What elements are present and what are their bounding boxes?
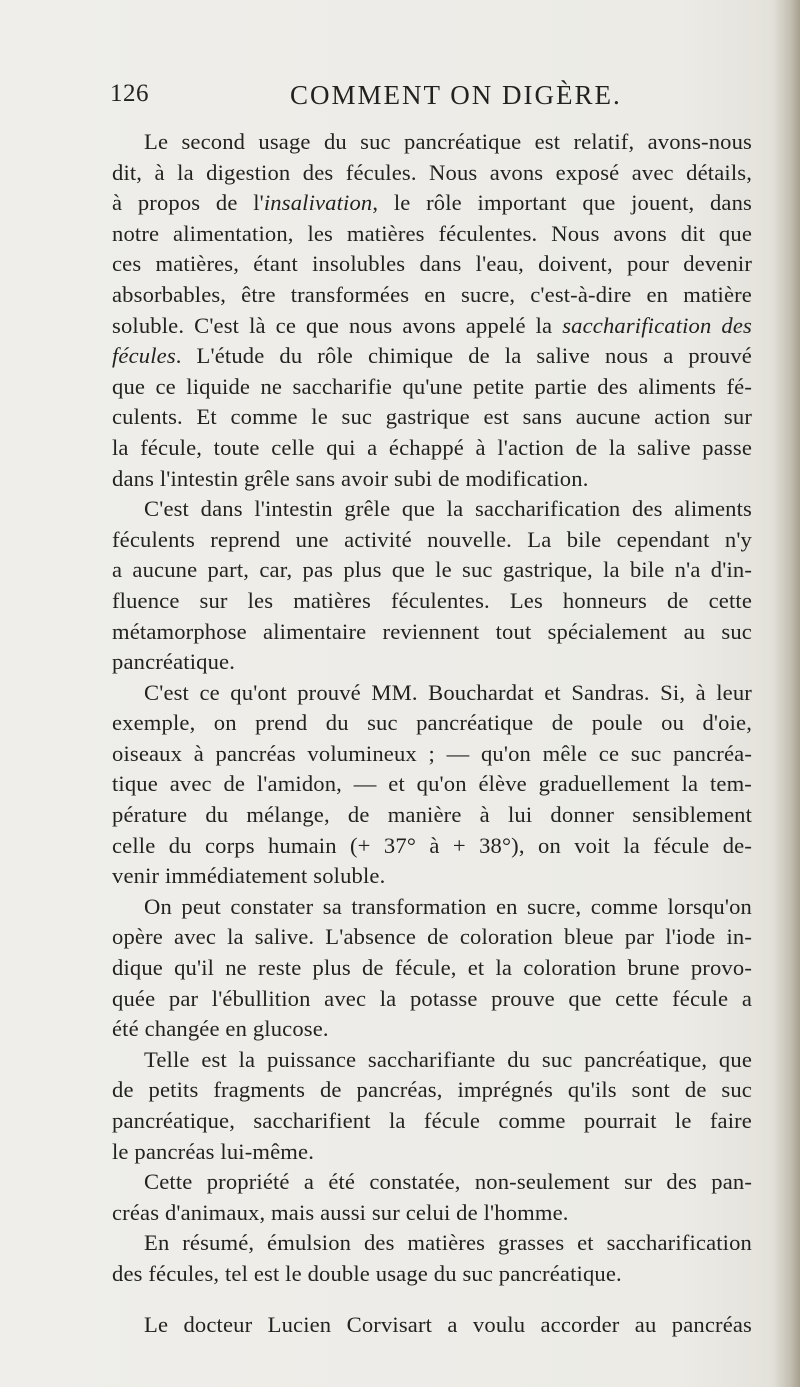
text-line: dique qu'il ne reste plus de fécule, et la coloration brune provo- [112, 955, 752, 981]
page-number: 126 [110, 80, 149, 107]
text-line: On peut constater sa transformation en sucre, comme lorsqu'on [144, 893, 752, 919]
text-line: exemple, on prend du suc pancréatique de poule ou d'oie, [112, 710, 752, 736]
text-line: métamorphose alimentaire reviennent tout spécialement au suc [112, 618, 752, 644]
text-line: venir immédiatement soluble. [112, 863, 386, 889]
text-line: absorbables, être transformées en sucre, c'est-à-dire en matière [112, 281, 752, 307]
text-line: opère avec la salive. L'absence de coloration bleue par l'iode in- [112, 924, 752, 950]
text-line: la fécule, toute celle qui a échappé à l'action de la salive passe [112, 434, 752, 460]
text-line: Le second usage du suc pancréatique est relatif, avons-nous [144, 129, 752, 154]
text-line: pancréatique, saccharifient la fécule comme pourrait le faire [112, 1108, 752, 1133]
text-line: Le docteur Lucien Corvisart a voulu accorder au pancréas [144, 1311, 752, 1337]
text-line: à propos de l'insalivation, le rôle important que jouent, dans [112, 190, 752, 216]
text-line: féculents reprend une activité nouvelle. La bile cependant n'y [112, 526, 752, 552]
text-line: dans l'intestin grêle sans avoir subi de modification. [112, 465, 589, 491]
text-line: dit, à la digestion des fécules. Nous avons exposé avec détails, [112, 159, 752, 185]
text-line: notre alimentation, les matières féculentes. Nous avons dit que [112, 220, 752, 246]
paragraph-gap [112, 1290, 752, 1310]
text-line: des fécules, tel est le double usage du suc pancréatique. [112, 1260, 622, 1286]
text-line: Cette propriété a été constatée, non-seulement sur des pan- [144, 1169, 752, 1195]
text-line: le pancréas lui-même. [112, 1138, 315, 1164]
text-line: pérature du mélange, de manière à lui donner sensiblement [112, 802, 752, 828]
text-line: En résumé, émulsion des matières grasses et saccharification [144, 1230, 752, 1256]
text-line: que ce liquide ne saccharifie qu'une petite partie des aliments fé- [112, 373, 752, 399]
text-line: a aucune part, car, pas plus que le suc gastrique, la bile n'a d'in- [112, 557, 752, 583]
body-text [112, 127, 752, 1340]
running-title: COMMENT ON DIGÈRE. [290, 80, 622, 110]
text-line: soluble. C'est là ce que nous avons appelé la saccharification des [112, 312, 752, 338]
text-line: été changée en glucose. [112, 1016, 329, 1042]
text-line: fluence sur les matières féculentes. Les honneurs de cette [112, 587, 752, 613]
text-line: ces matières, étant insolubles dans l'eau, doivent, pour devenir [112, 251, 752, 277]
text-line: C'est ce qu'ont prouvé MM. Bouchardat et Sandras. Si, à leur [144, 679, 752, 705]
text-line: culents. Et comme le suc gastrique est sans aucune action sur [112, 404, 752, 430]
text-line: quée par l'ébullition avec la potasse prouve que cette fécule a [112, 985, 752, 1011]
page-header [110, 80, 755, 120]
text-line: de petits fragments de pancréas, imprégnés qu'ils sont de suc [112, 1077, 752, 1103]
text-line: fécules. L'étude du rôle chimique de la salive nous a prouvé [112, 343, 752, 369]
page-edge-shadow [774, 0, 800, 1387]
text-line: Telle est la puissance saccharifiante du suc pancréatique, que [144, 1046, 752, 1072]
text-line: créas d'animaux, mais aussi sur celui de l'homme. [112, 1199, 569, 1225]
text-line: pancréatique. [112, 649, 236, 675]
text-line: tique avec de l'amidon, — et qu'on élève graduellement la tem- [112, 771, 752, 797]
text-line: celle du corps humain (+ 37° à + 38°), on voit la fécule de- [112, 832, 752, 858]
text-line: C'est dans l'intestin grêle que la saccharification des aliments [144, 496, 752, 522]
text-line: oiseaux à pancréas volumineux ; — qu'on mêle ce suc pancréa- [112, 740, 752, 766]
